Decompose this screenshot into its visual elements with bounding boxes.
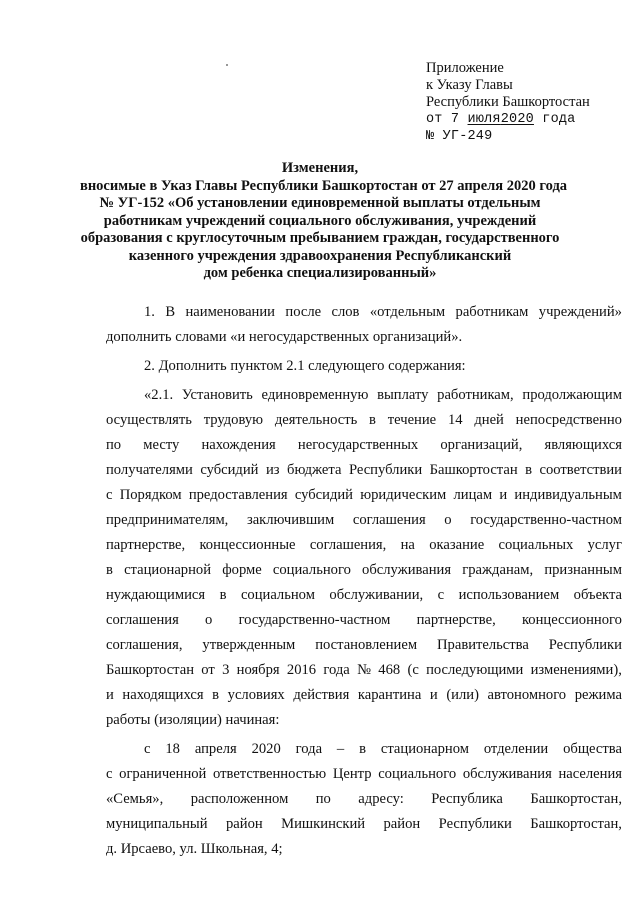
- word: карантина: [357, 687, 422, 703]
- date-day: 7: [450, 112, 460, 127]
- word: 468: [378, 662, 401, 678]
- word: по: [315, 791, 331, 807]
- word: от: [201, 662, 215, 678]
- word: единовременную: [261, 387, 369, 403]
- title-line-5: образования с круглосуточным пребыванием граждан, государственного: [80, 230, 560, 246]
- title-line-7: дом ребенка специализированный»: [203, 265, 437, 281]
- paragraph-3: [106, 383, 622, 733]
- word: года: [295, 741, 323, 757]
- word: общества: [563, 741, 622, 757]
- word: находящихся: [122, 687, 204, 703]
- appendix-block: [426, 60, 626, 145]
- paragraph-3-line-1: [106, 383, 622, 408]
- paragraph-3-line-7: [106, 533, 622, 558]
- word: концессионного: [521, 612, 622, 628]
- decree-number: № УГ-249: [426, 129, 493, 144]
- date-suffix: года: [533, 112, 576, 127]
- word: стационарной: [124, 562, 212, 578]
- word: нуждающимися: [106, 587, 206, 603]
- word: ноября: [236, 662, 280, 678]
- word: предпринимателям,: [106, 512, 229, 528]
- word: осуществлять: [106, 412, 192, 428]
- word: течение: [387, 412, 437, 428]
- word: «отдельным: [369, 304, 446, 320]
- word: Республики: [438, 816, 512, 832]
- word: Республика: [431, 791, 503, 807]
- word: учреждений»: [538, 304, 622, 320]
- word: автономного: [487, 687, 567, 703]
- paragraph-4-line-2: [106, 762, 622, 787]
- title-line-6: казенного учреждения здравоохранения Республиканский: [128, 247, 512, 264]
- word: года: [323, 662, 350, 678]
- word: №: [357, 662, 371, 678]
- word: изменениями),: [530, 662, 622, 678]
- word: 1.: [144, 304, 155, 320]
- word: лицам: [453, 487, 493, 503]
- word: в: [525, 462, 533, 478]
- word: апреля: [194, 741, 237, 757]
- word: обслуживания: [362, 562, 452, 578]
- date-prefix: от: [426, 112, 451, 127]
- word: Центр: [332, 766, 372, 782]
- word: юридическим: [360, 487, 447, 503]
- word: (с: [407, 662, 419, 678]
- word: 3: [222, 662, 230, 678]
- word: условиях: [227, 687, 285, 703]
- word: Башкортостан,: [530, 816, 622, 832]
- word: форме: [222, 562, 262, 578]
- word: непосредственно: [515, 412, 622, 428]
- document-body: [106, 300, 622, 862]
- word: Башкортостан,: [530, 791, 622, 807]
- date-month: июля: [467, 112, 501, 127]
- word: являющихся: [544, 437, 622, 453]
- word: отделении: [483, 741, 549, 757]
- paragraph-3-line-5: [106, 483, 622, 508]
- word: Республики: [348, 462, 423, 478]
- word: услуг: [587, 537, 622, 553]
- word: социального: [378, 766, 457, 782]
- word: соглашения,: [309, 537, 387, 553]
- word: Установить: [181, 387, 253, 403]
- word: соглашения,: [106, 637, 183, 653]
- word: деятельность: [274, 412, 358, 428]
- word: населения: [558, 766, 622, 782]
- word: Республики: [548, 637, 622, 653]
- word: соглашения: [106, 612, 179, 628]
- word: (или): [446, 687, 479, 703]
- title-line-3: № УГ-152 «Об установлении единовременной выплаты отдельным: [99, 195, 541, 211]
- word: обслуживании,: [329, 587, 424, 603]
- word: по: [106, 437, 122, 453]
- paragraph-3-line-8: [106, 558, 622, 583]
- word: 2020: [251, 741, 281, 757]
- word: трудовую: [203, 412, 264, 428]
- paragraph-3-line-12: [106, 658, 622, 683]
- word: 18: [165, 741, 180, 757]
- date-year: 2020: [500, 112, 534, 127]
- word: заключившим: [246, 512, 335, 528]
- word: ограниченной: [119, 766, 207, 782]
- paragraph-3-line-13: [106, 683, 622, 708]
- word: концессионные: [199, 537, 296, 553]
- word: на: [400, 537, 415, 553]
- word: о: [205, 612, 213, 628]
- word: действия: [293, 687, 350, 703]
- title-line-1: Изменения,: [281, 160, 359, 176]
- word: 14: [447, 412, 463, 428]
- word: наименовании: [185, 304, 275, 320]
- word: бюджета: [287, 462, 342, 478]
- paragraph-3-line-6: [106, 508, 622, 533]
- word: с: [106, 487, 113, 503]
- word: социального: [272, 562, 351, 578]
- scan-speck: [226, 64, 228, 66]
- word: «2.1.: [144, 387, 174, 403]
- word: с: [106, 766, 113, 782]
- word: и: [106, 687, 114, 703]
- word: работникам: [455, 304, 529, 320]
- word: дней: [474, 412, 504, 428]
- word: постановлением: [315, 637, 418, 653]
- paragraph-3-line-2: [106, 408, 622, 433]
- paragraph-4-line-4: [106, 812, 622, 837]
- word: гражданам,: [462, 562, 534, 578]
- word: месту: [143, 437, 180, 453]
- word: –: [336, 741, 345, 757]
- word: режима: [574, 687, 622, 703]
- paragraph-3-line-3: [106, 433, 622, 458]
- word: субсидий: [294, 487, 353, 503]
- word: объекта: [573, 587, 622, 603]
- word: о: [444, 512, 452, 528]
- word: В: [165, 304, 176, 320]
- date-space: [459, 112, 467, 127]
- word: после: [285, 304, 322, 320]
- paragraph-4-line-3: [106, 787, 622, 812]
- word: последующими: [426, 662, 524, 678]
- appendix-line-1: Приложение: [426, 60, 504, 76]
- word: соглашения: [352, 512, 426, 528]
- word: муниципальный: [106, 816, 208, 832]
- word: «Семья»,: [106, 791, 164, 807]
- word: в: [359, 741, 366, 757]
- word: индивидуальным: [514, 487, 622, 503]
- paragraph-4: [106, 737, 622, 862]
- word: организаций,: [440, 437, 523, 453]
- paragraph-1-line-2: дополнить словами «и негосударственных организаций».: [106, 329, 463, 345]
- paragraph-3-line-10: [106, 608, 622, 633]
- word: негосударственных: [297, 437, 419, 453]
- word: Правительства: [437, 637, 529, 653]
- word: адресу:: [358, 791, 404, 807]
- word: и: [429, 687, 438, 703]
- word: субсидий: [200, 462, 259, 478]
- word: государственно-частном: [238, 612, 391, 628]
- word: Башкортостан: [429, 462, 518, 478]
- paragraph-3-line-14: работы (изоляции) начиная:: [106, 712, 280, 728]
- title-line-4: работникам учреждений социального обслуживания, учреждений: [103, 212, 537, 229]
- word: и: [499, 487, 508, 503]
- word: государственно-частном: [470, 512, 622, 528]
- word: предоставления: [188, 487, 288, 503]
- word: в: [369, 412, 376, 428]
- paragraph-3-line-4: [106, 458, 622, 483]
- word: с: [437, 587, 445, 603]
- title-line-2: вносимые в Указ Главы Республики Башкортостан от 27 апреля 2020 года: [80, 177, 568, 194]
- word: расположенном: [190, 791, 289, 807]
- paragraph-2: 2. Дополнить пунктом 2.1 следующего содержания:: [144, 358, 466, 374]
- word: Башкортостан: [106, 662, 195, 678]
- paragraph-3-line-9: [106, 583, 622, 608]
- word: в: [219, 587, 227, 603]
- paragraph-1-line-1: [106, 300, 622, 325]
- word: стационарном: [380, 741, 469, 757]
- appendix-line-2: к Указу Главы: [426, 77, 513, 93]
- word: работникам,: [437, 387, 514, 403]
- word: получателями: [106, 462, 193, 478]
- word: Мишкинский: [281, 816, 366, 832]
- word: социальном: [240, 587, 315, 603]
- word: выплату: [377, 387, 429, 403]
- paragraph-4-line-1: [106, 737, 622, 762]
- word: ответственностью: [213, 766, 327, 782]
- appendix-date: [426, 111, 626, 128]
- word: продолжающим: [522, 387, 622, 403]
- word: социальных: [498, 537, 574, 553]
- word: нахождения: [201, 437, 276, 453]
- word: оказание: [429, 537, 485, 553]
- word: использованием: [458, 587, 560, 603]
- word: соответствии: [539, 462, 622, 478]
- word: в: [106, 562, 113, 578]
- appendix-line-3: Республики Башкортостан: [426, 94, 590, 110]
- word: Порядком: [119, 487, 182, 503]
- word: в: [212, 687, 220, 703]
- word: утвержденным: [202, 637, 296, 653]
- paragraph-3-line-11: [106, 633, 622, 658]
- word: район: [383, 816, 421, 832]
- word: район: [226, 816, 263, 832]
- word: партнерстве,: [416, 612, 496, 628]
- word: с: [144, 741, 151, 757]
- word: признанным: [544, 562, 622, 578]
- word: партнерстве,: [106, 537, 186, 553]
- paragraph-1: [106, 300, 622, 350]
- word: 2016: [286, 662, 317, 678]
- word: слов: [331, 304, 360, 320]
- document-title: [80, 160, 568, 283]
- paragraph-4-line-5: д. Ирсаево, ул. Школьная, 4;: [106, 841, 283, 857]
- word: обслуживания: [462, 766, 552, 782]
- word: из: [265, 462, 280, 478]
